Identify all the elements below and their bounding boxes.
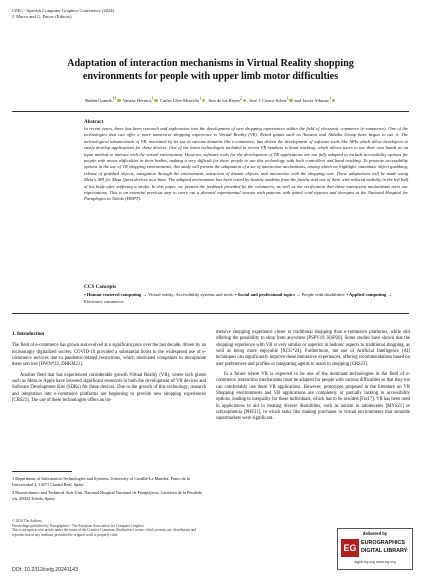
paragraph: The field of e-commerce has grown and evolved at a significant pace over the last decade, driven by an increasingly digitalized society. COVID-19 provided a substantial boost to the widespread use of e-commerce services due to pandemic-related restrictions, which motivated companies to incorporate these services [HWN*22, DHKM21]. <box>12 343 206 368</box>
logo-line-2: DIGITAL LIBRARY <box>361 548 408 554</box>
footnote: 2 Biomechanics and Technical Aids Unit, National Hospital Nacional de Parapléjicos, Carretera de la Peraleda s/n, 45004 Toledo, Spain <box>12 490 202 501</box>
author[interactable]: and Javier Albusac$^1$ <box>295 98 336 103</box>
license-text: This is an open access article under the terms of the Creative Commons Attribution License, which permits use, distribution and reproduction in any medium, provided the original work is properly cited. <box>12 528 197 537</box>
doi-link[interactable]: DOI: 10.2312/ceig.20241143 <box>12 567 78 573</box>
orcid-icon[interactable] <box>332 99 336 103</box>
title-line-2: environments for people with upper limb motor difficulties <box>82 71 339 82</box>
footnote: 1 Department of Information Technologies and Systems, University of Castilla-La Mancha, Paseo de la Universidad 4, 13071 Ciudad Real, Spain <box>12 476 190 487</box>
paragraph: mersive shopping experience closer to traditional shopping than e-commerce platforms, while still offering the possibility to shop from anywhere [PSPV19, KSP20]. Some studies have shown that the shopping experience with VR is very similar or superior in hedonic aspects to traditional shopping, as well as being more enjoyable [XCG*24]. Furthermore, the use of Artificial Intelligence (AI) techniques can significantly improve these immersive experiences, offering recommendations based on user preferences and profiles or integrating agents to assist in shopping [CRS23]. <box>216 330 410 367</box>
logo-line-1: EUROGRAPHICS <box>361 540 406 546</box>
publisher-line: Proceedings published by Eurographics - The European Association for Computer Graphics. <box>12 523 145 528</box>
logo-url: diglib.eg.org www.eg.org <box>354 560 396 564</box>
divider <box>12 111 409 112</box>
paper-title <box>20 57 401 83</box>
author-list <box>20 95 401 104</box>
right-column <box>216 330 410 427</box>
abstract-heading: Abstract <box>84 119 104 125</box>
orcid-icon[interactable] <box>202 99 206 103</box>
ccs-concepts: • Human-centered computing → Virtual reality; Accessibility systems and tools; • Social and professional topics → People with disabilities; • Applied computing → Electronic commerce; <box>84 292 392 304</box>
editors: J. Marco and G. Patow (Editors) <box>12 14 72 19</box>
paragraph: In a future where VR is expected to be one of the dominant technologies in the field of e-commerce, interaction mechanisms must be adapted for people with various difficulties so that they too can comfortably use these VR applications. However, prototypes proposed in the literature on VR Shopping environments and VR applications are completely or partially lacking in accessibility options, leading to inequality for these individuals, which has to be avoided [Fra17]. VR has been used in applications to aid in treating diverse disabilities, such as autism in adolescents [MYS21] or schizophrenia [PHF21], in which tasks like making purchases in virtual environments that simulate supermarkets were significant. <box>216 372 411 422</box>
license-notice <box>12 519 206 537</box>
title-line-1: Adaptation of interaction mechanisms in Virtual Reality shopping <box>67 58 354 69</box>
logo-delivered-by: delivered by <box>362 531 388 536</box>
author[interactable]: Carlos Glez-Morcillo$^1$ , <box>159 96 208 103</box>
author[interactable]: Ana de los Reyes$^2$ , <box>207 96 248 103</box>
author[interactable]: Rubén Grande,$^{1\dagger}$ <box>85 98 121 103</box>
orcid-icon[interactable] <box>289 99 293 103</box>
footnotes <box>12 476 206 504</box>
footnote-rule <box>12 471 72 472</box>
conference-name: CEIG - Spanish Computer Graphics Conference (2024) <box>12 8 115 13</box>
section-heading: 1. Introduction <box>12 332 45 337</box>
author[interactable]: José J. Castro-Schez$^1$ <box>249 98 293 103</box>
eurographics-digital-library-logo[interactable] <box>337 528 413 570</box>
running-header <box>12 8 114 20</box>
orcid-icon[interactable] <box>154 99 158 103</box>
orcid-icon[interactable] <box>243 99 247 103</box>
author[interactable]: Vanesa Herrera,$^1$ <box>123 98 159 103</box>
paragraph: Another field that has experienced considerable growth Virtual Reality (VR), where tech giants such as Meta or Apple have invested significant resources in both the development of VR devices and Software Development Kits (SDKs) for these devices. Due to the growth of this technology, research and integration into e-commerce platforms are beginning to provide new shopping experiences [CRS23]. The use of these technologies offers an im- <box>12 372 206 404</box>
divider <box>12 313 409 314</box>
orcid-icon[interactable] <box>117 99 121 103</box>
left-column <box>12 332 206 408</box>
copyright: © 2024 The Authors. <box>12 519 43 523</box>
abstract-text: In recent years, there has been research and exploration into the development of new shopping experiences within the field of electronic commerce (e-commerce). One of the technologies that can offer a more immersive shopping experience is Virtual Reality (VR). Retail giants such as Amazon and Alibaba Group have begun to use it. The technological advancement of VR, motivated by its use in various domains like e-commerce, has driven the development of software tools like APIs which allow developers to easily develop applications for these devices. One of the latest technologies included in recent VR headsets is hand tracking, which allows users to use their own hands as an input method to interact with the virtual environment. However, software tools for the development of VR applications are not fully adapted to include accessibility options for people with motor difficulties in their bodies, making it very difficult for these people to use this technology with both controllers and hand tracking. To promote accessibility options in the use of VR shopping environments, this study will present the adaptation of a set of interaction mechanisms, among which we highlight: automatic object grabbing, release of grabbed objects, navigation through the environment, attraction of distant objects, and interaction with the shopping cart. These adaptations will be made using Meta's API for Meta Quest devices as a base. The adapted environment has been tested by healthy students from the faculty and one of them with reduced mobility in the left half of his body after suffering a stroke. In this paper, we present the feedback provided by the volunteers, as well as the verification that these interaction mechanisms meet our expectations. This is an essential previous step to carry out a planned experimental session with patients with spinal cord injuries and therapist at the National Hospital for Paraplegics in Toledo (HNPT). <box>84 126 408 202</box>
ccs-heading: CCS Concepts <box>84 284 117 290</box>
eg-mark-icon: EG <box>341 539 359 557</box>
